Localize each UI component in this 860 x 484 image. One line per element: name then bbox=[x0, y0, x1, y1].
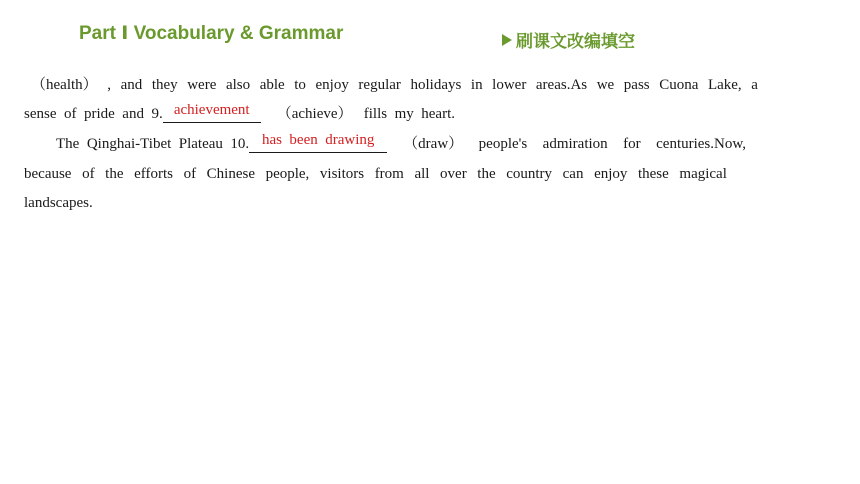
section-title: Part Ⅰ Vocabulary & Grammar bbox=[79, 23, 344, 44]
word: the bbox=[105, 166, 124, 182]
word: these bbox=[637, 166, 669, 182]
word: all bbox=[414, 166, 430, 182]
word: from bbox=[374, 166, 404, 182]
answer-10: has been drawing bbox=[261, 132, 375, 148]
word: holidays bbox=[410, 77, 462, 93]
word: over bbox=[440, 166, 467, 182]
text-segment: sense of pride and 9. bbox=[24, 106, 163, 122]
word: regular bbox=[358, 77, 401, 93]
word: and bbox=[120, 77, 143, 93]
word: they bbox=[151, 77, 178, 93]
word: because bbox=[24, 166, 72, 182]
word: the bbox=[477, 166, 496, 182]
word: a bbox=[751, 77, 758, 93]
passage-line-1 bbox=[31, 76, 758, 94]
word: , bbox=[107, 77, 111, 93]
text-segment: The Qinghai-Tibet Plateau 10. bbox=[56, 136, 250, 152]
answer-9: achievement bbox=[173, 102, 250, 118]
word: efforts bbox=[134, 166, 173, 182]
word: able bbox=[259, 77, 285, 93]
word: magical bbox=[679, 166, 727, 182]
word: Cuona bbox=[659, 77, 699, 93]
word: admiration bbox=[542, 136, 608, 152]
word: for bbox=[623, 136, 641, 152]
passage-line-5: landscapes. bbox=[24, 195, 93, 211]
text-segment: （achieve） fills my heart. bbox=[276, 106, 455, 122]
word: lower bbox=[492, 77, 527, 93]
word: were bbox=[187, 77, 217, 93]
passage-line-4 bbox=[24, 165, 727, 183]
word: visitors bbox=[319, 166, 365, 182]
section-tag bbox=[502, 27, 635, 52]
word: people, bbox=[265, 166, 310, 182]
word: to bbox=[294, 77, 306, 93]
word: centuries.Now, bbox=[656, 136, 746, 152]
word: pass bbox=[623, 77, 650, 93]
word: enjoy bbox=[315, 77, 349, 93]
text-segment bbox=[403, 135, 746, 153]
word: we bbox=[596, 77, 615, 93]
word: areas.As bbox=[535, 77, 588, 93]
blank-9 bbox=[163, 102, 261, 123]
word: country bbox=[506, 166, 553, 182]
passage-line-3 bbox=[24, 132, 746, 153]
word: Chinese bbox=[206, 166, 255, 182]
word: also bbox=[225, 77, 251, 93]
word: （health） bbox=[31, 77, 98, 93]
word: Lake, bbox=[707, 77, 742, 93]
word: of bbox=[183, 166, 197, 182]
word: in bbox=[470, 77, 483, 93]
section-tag-label: 刷课文改编填空 bbox=[516, 32, 635, 52]
play-triangle-icon bbox=[502, 34, 512, 46]
word: enjoy bbox=[594, 166, 628, 182]
word: （draw） bbox=[403, 136, 464, 152]
blank-10 bbox=[249, 132, 387, 153]
word: of bbox=[82, 166, 95, 182]
word: people's bbox=[478, 136, 528, 152]
word: can bbox=[562, 166, 584, 182]
passage-line-2 bbox=[24, 102, 455, 123]
